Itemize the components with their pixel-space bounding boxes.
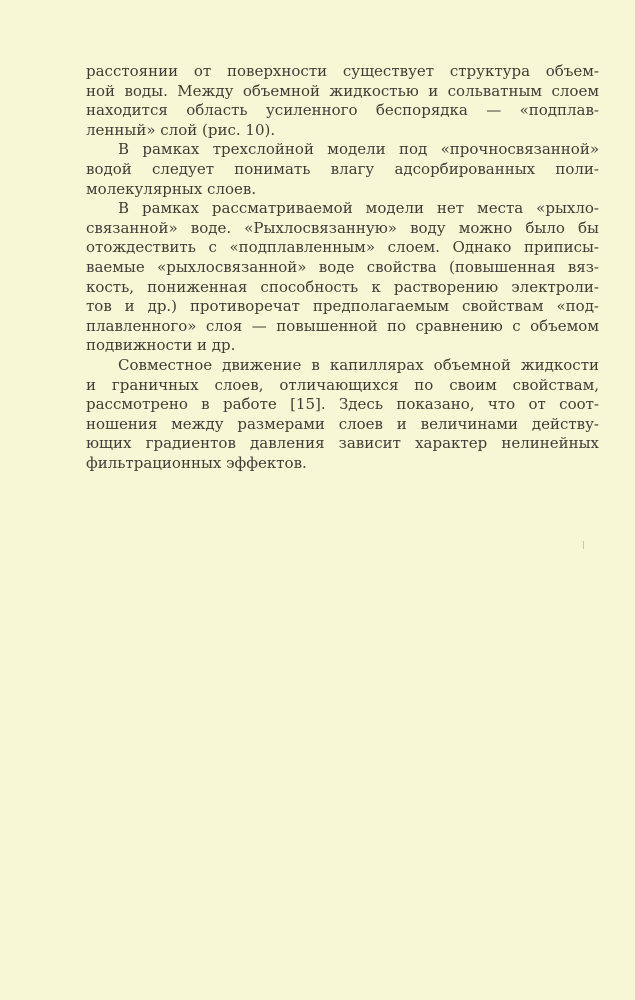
text-line: и граничных слоев, отличающихся по своим свойствам, xyxy=(86,375,599,394)
paragraph-3 xyxy=(86,199,599,356)
text-line: плавленного» слоя — повышенной по сравнению с объемом xyxy=(86,316,599,335)
paragraph-4 xyxy=(86,356,599,474)
text-line: связанной» воде. «Рыхлосвязанную» воду можно было бы xyxy=(86,218,599,237)
text-line: молекулярных слоев. xyxy=(86,179,257,198)
text-line: подвижности и др. xyxy=(86,336,236,355)
text-line: В рамках трехслойной модели под «прочносвязанной» xyxy=(118,140,599,159)
text-line: Совместное движение в капиллярах объемной жидкости xyxy=(118,355,599,374)
print-mark xyxy=(583,541,584,549)
text-line: рассмотрено в работе [15]. Здесь показано, что от соот- xyxy=(86,395,599,414)
text-line: ной воды. Между объемной жидкостью и сольватным слоем xyxy=(86,81,599,100)
text-line: тов и др.) противоречат предполагаемым свойствам «под- xyxy=(86,297,599,316)
body-text xyxy=(86,62,599,473)
text-line: находится область усиленного беспорядка — «подплав- xyxy=(86,101,599,120)
text-line: ношения между размерами слоев и величинами действу- xyxy=(86,414,599,433)
text-line: ющих градиентов давления зависит характер нелинейных xyxy=(86,434,599,453)
text-line: ленный» слой (рис. 10). xyxy=(86,120,276,139)
text-line: водой следует понимать влагу адсорбированных поли- xyxy=(86,159,599,178)
text-line: расстоянии от поверхности существует структура объем- xyxy=(86,62,599,80)
text-line: отождествить с «подплавленным» слоем. Однако приписы- xyxy=(86,238,599,257)
paragraph-1 xyxy=(86,62,599,140)
text-line: ваемые «рыхлосвязанной» воде свойства (повышенная вяз- xyxy=(86,257,599,276)
text-line: кость, пониженная способность к растворению электроли- xyxy=(86,277,599,296)
text-line: В рамках рассматриваемой модели нет места «рыхло- xyxy=(118,199,599,218)
paragraph-2 xyxy=(86,140,599,199)
text-line: фильтрационных эффектов. xyxy=(86,453,307,472)
